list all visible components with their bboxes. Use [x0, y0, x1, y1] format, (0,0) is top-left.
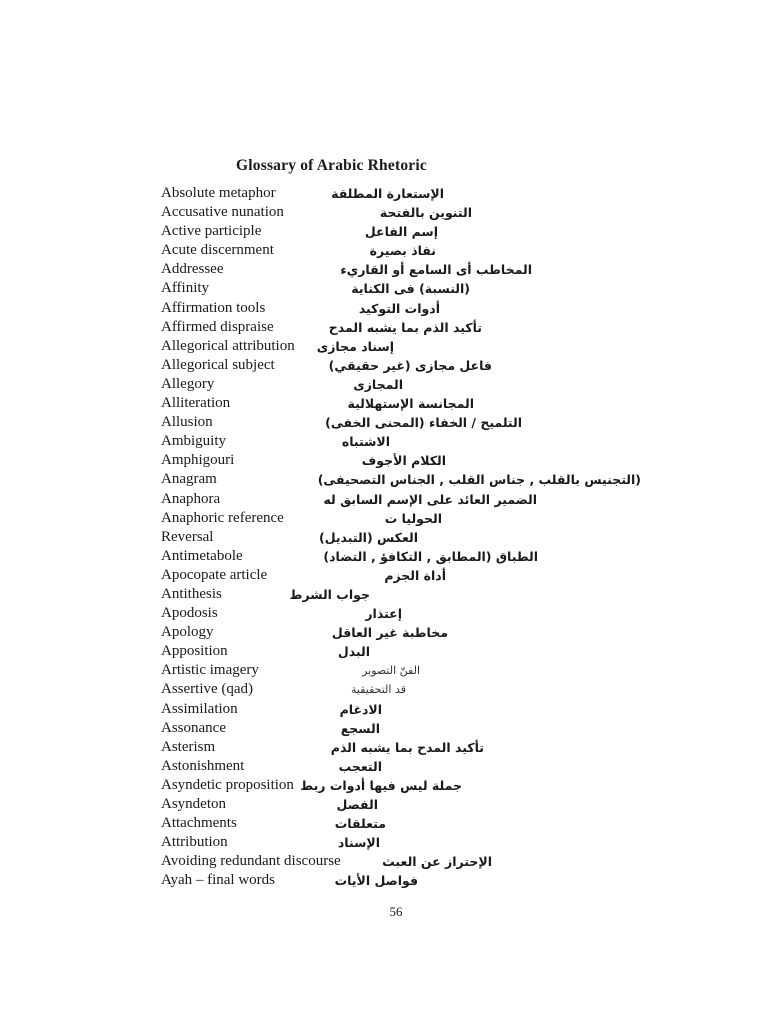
- english-term: Absolute metaphor: [161, 185, 276, 201]
- english-term: Anagram: [161, 471, 217, 488]
- english-term: Antimetabole: [161, 547, 243, 564]
- english-term: Allegory: [161, 375, 215, 392]
- arabic-term: قد التحقيقية: [350, 683, 406, 697]
- arabic-term: الإستعارة المطلقة: [331, 186, 444, 201]
- english-term: Allusion: [161, 414, 213, 431]
- arabic-term: نفاذ بصيرة: [369, 243, 436, 259]
- arabic-term: التعجب: [338, 758, 382, 774]
- glossary-entry: [0, 203, 768, 222]
- glossary-entry: [0, 547, 768, 566]
- english-term: Alliteration: [161, 395, 231, 412]
- glossary-entry: [0, 680, 768, 699]
- english-term: Ayah – final words: [161, 872, 276, 889]
- glossary-entry: [0, 509, 768, 528]
- english-term: Affirmation tools: [161, 299, 266, 316]
- arabic-term: فاعل مجازى (غير حقيقي): [328, 357, 492, 373]
- english-term: Assimilation: [161, 700, 238, 717]
- english-term: Asyndeton: [161, 796, 226, 812]
- arabic-term: (النسبة) فى الكناية: [351, 281, 470, 297]
- glossary-entry: [0, 833, 768, 852]
- glossary-entry: [0, 700, 768, 719]
- english-term: Affirmed dispraise: [161, 318, 274, 335]
- english-term: Asterism: [161, 738, 216, 755]
- english-term: Avoiding redundant discourse: [161, 853, 341, 870]
- glossary-entry: [0, 241, 768, 260]
- glossary-entry: [0, 852, 768, 871]
- glossary-entry: [0, 413, 768, 432]
- glossary-entry: [0, 604, 768, 623]
- english-term: Artistic imagery: [161, 662, 259, 679]
- english-term: Addressee: [161, 261, 224, 278]
- arabic-term: الفصل: [336, 797, 378, 812]
- english-term: Asyndetic proposition: [161, 776, 294, 793]
- page-title: Glossary of Arabic Rhetoric: [236, 157, 427, 174]
- english-term: Antithesis: [161, 585, 222, 602]
- arabic-term: التلميح / الخفاء (المحنى الخفى): [325, 415, 522, 431]
- glossary-entry: [0, 528, 768, 547]
- arabic-term: الضمير العائد على الإسم السابق له: [323, 491, 537, 507]
- glossary-entry: [0, 299, 768, 318]
- glossary-entry: [0, 432, 768, 451]
- glossary-entry: [0, 585, 768, 604]
- arabic-term: الفنّ التصوير: [362, 664, 420, 678]
- glossary-entry: [0, 814, 768, 833]
- arabic-term: أدوات التوكيد: [358, 300, 440, 316]
- glossary-entry: [0, 394, 768, 413]
- arabic-term: إسم الفاعل: [364, 224, 438, 240]
- glossary-entry: [0, 661, 768, 680]
- arabic-term: السجع: [340, 720, 380, 736]
- glossary-entry: [0, 776, 768, 795]
- glossary-entry: [0, 566, 768, 585]
- arabic-term: إعتذار: [365, 606, 402, 622]
- english-term: Anaphoric reference: [161, 509, 284, 526]
- glossary-entry: [0, 738, 768, 757]
- arabic-term: تأكيد الذم بما يشبه المدح: [328, 319, 482, 335]
- glossary-list: [0, 184, 768, 890]
- english-term: Apposition: [161, 643, 228, 660]
- glossary-entry: [0, 470, 768, 489]
- english-term: Anaphora: [161, 490, 221, 507]
- english-term: Reversal: [161, 528, 214, 545]
- arabic-term: جملة ليس فيها أدوات ربط: [300, 777, 462, 793]
- glossary-entry: [0, 757, 768, 776]
- arabic-term: فواصل الأيات: [334, 873, 418, 889]
- english-term: Apodosis: [161, 605, 218, 622]
- glossary-entry: [0, 719, 768, 738]
- glossary-entry: [0, 184, 768, 203]
- glossary-entry: [0, 871, 768, 890]
- arabic-term: المجازى: [353, 376, 403, 392]
- arabic-term: البدل: [337, 644, 370, 660]
- arabic-term: (التجنيس بالقلب , جناس القلب , الجناس التصحيفى): [317, 472, 641, 488]
- glossary-entry: [0, 279, 768, 298]
- english-term: Assonance: [161, 719, 226, 736]
- arabic-term: المجانسة الإستهلالية: [347, 396, 474, 412]
- arabic-term: الحوليا ت: [384, 510, 442, 526]
- arabic-term: التنوين بالفتحة: [379, 205, 472, 221]
- english-term: Astonishment: [161, 757, 245, 774]
- english-term: Attachments: [161, 815, 237, 832]
- english-term: Attribution: [161, 834, 228, 851]
- glossary-entry: [0, 318, 768, 337]
- arabic-term: الطباق (المطابق , التكافؤ , التضاد): [323, 548, 538, 564]
- arabic-term: جواب الشرط: [289, 586, 370, 602]
- glossary-entry: [0, 490, 768, 509]
- arabic-term: الادغام: [339, 701, 382, 717]
- english-term: Active participle: [161, 223, 262, 240]
- arabic-term: الإسناد: [337, 835, 380, 851]
- english-term: Apocopate article: [161, 566, 268, 583]
- glossary-entry: [0, 260, 768, 279]
- glossary-entry: [0, 356, 768, 375]
- glossary-entry: [0, 623, 768, 642]
- english-term: Ambiguity: [161, 433, 227, 450]
- english-term: Allegorical subject: [161, 356, 275, 373]
- english-term: Accusative nunation: [161, 204, 284, 221]
- arabic-term: مخاطبة غير العاقل: [331, 625, 448, 641]
- english-term: Amphigouri: [161, 452, 235, 469]
- english-term: Allegorical attribution: [161, 337, 295, 354]
- glossary-entry: [0, 375, 768, 394]
- arabic-term: المخاطب أى السامع أو القاريء: [340, 262, 532, 278]
- english-term: Apology: [161, 624, 214, 641]
- arabic-term: العكس (التبديل): [318, 529, 418, 545]
- page-number: 56: [389, 904, 403, 919]
- arabic-term: الكلام الأجوف: [361, 453, 446, 469]
- english-term: Acute discernment: [161, 242, 274, 259]
- arabic-term: الاشتباه: [341, 434, 390, 450]
- english-term: Affinity: [161, 280, 210, 297]
- glossary-entry: [0, 222, 768, 241]
- glossary-entry: [0, 642, 768, 661]
- glossary-entry: [0, 337, 768, 356]
- arabic-term: تأكيد المدح بما يشبه الذم: [330, 739, 484, 755]
- glossary-entry: [0, 795, 768, 814]
- arabic-term: متعلقات: [334, 816, 386, 832]
- english-term: Assertive (qad): [161, 681, 254, 698]
- arabic-term: إسناد مجازى: [316, 338, 394, 354]
- arabic-term: الإحتراز عن العبث: [382, 854, 492, 870]
- arabic-term: أداة الجزم: [384, 567, 446, 583]
- glossary-entry: [0, 451, 768, 470]
